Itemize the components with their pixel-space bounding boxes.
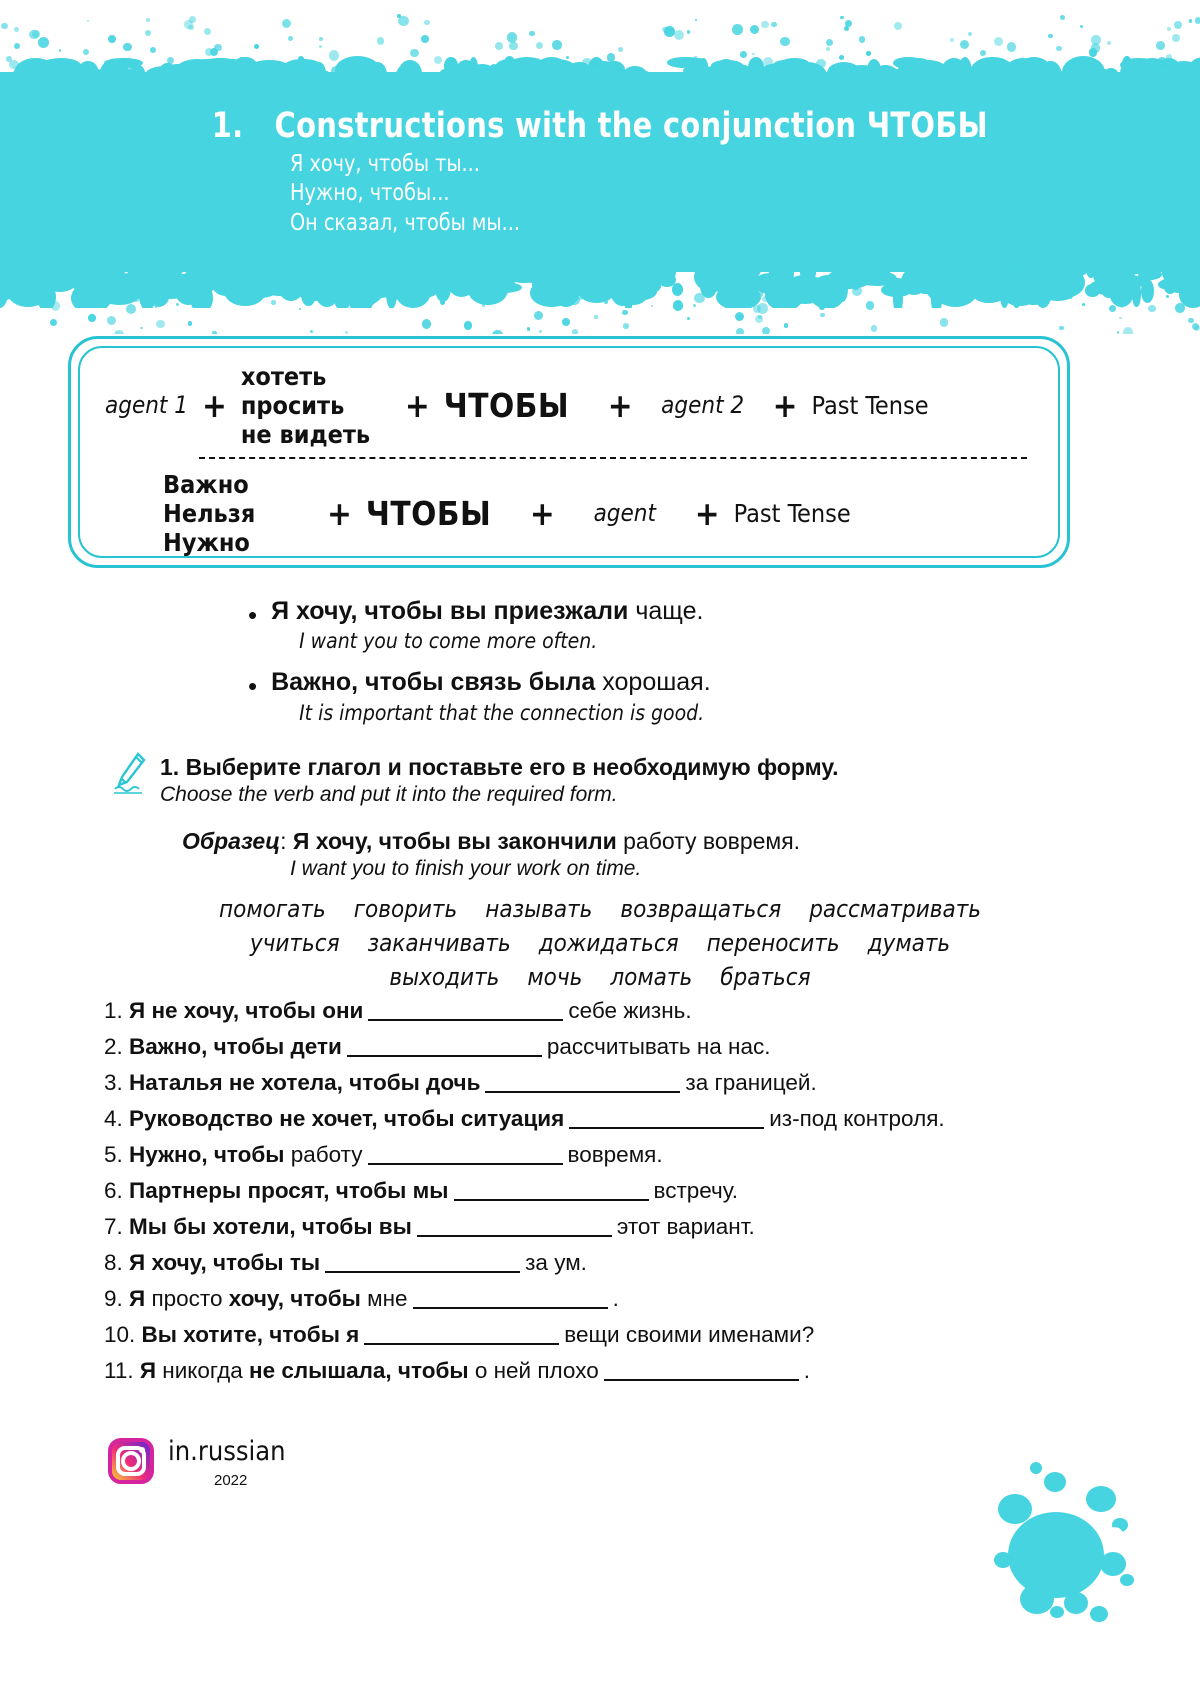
plus-sign: + bbox=[694, 493, 720, 533]
word-bank-item[interactable]: рассматривать bbox=[809, 895, 981, 923]
task-en: Choose the verb and put it into the required form. bbox=[160, 783, 618, 806]
sentence-number: 4. bbox=[104, 1106, 130, 1131]
sentence-plain: работу bbox=[284, 1142, 363, 1167]
example-ru-bold: Важно, чтобы связь была bbox=[271, 668, 596, 697]
example-en: I want you to come more often. bbox=[299, 629, 598, 654]
word-bank-row bbox=[100, 960, 1100, 994]
sentence-bold: Наталья не хотела, чтобы дочь bbox=[129, 1070, 481, 1095]
formula-modal: Нужно bbox=[163, 527, 250, 557]
sentence-plain: себе жизнь. bbox=[568, 998, 692, 1023]
word-bank-item[interactable]: помогать bbox=[219, 895, 326, 923]
formula-verb: не видеть bbox=[240, 419, 371, 449]
sentence-plain: за границей. bbox=[685, 1070, 817, 1095]
sentence-number: 10. bbox=[104, 1322, 142, 1347]
instagram-icon[interactable] bbox=[108, 1438, 154, 1484]
sentence-bold: Я bbox=[129, 1286, 146, 1311]
sentence-plain: о ней плохо bbox=[468, 1358, 599, 1383]
word-bank-item[interactable]: переносить bbox=[706, 929, 840, 958]
paint-spray-bottom bbox=[0, 262, 1200, 308]
subtitle-line: Я хочу, чтобы ты... bbox=[290, 150, 480, 177]
word-bank-item[interactable]: возвращаться bbox=[620, 895, 782, 923]
sentence-plain: встречу. bbox=[653, 1178, 739, 1203]
plus-sign: + bbox=[404, 385, 430, 425]
answer-blank[interactable] bbox=[454, 1180, 649, 1201]
sentence-bold: Партнеры просят, чтобы мы bbox=[129, 1178, 449, 1203]
formula-modal: Нельзя bbox=[163, 498, 256, 528]
word-bank-item[interactable]: говорить bbox=[353, 895, 458, 923]
word-bank-item[interactable]: мочь bbox=[527, 963, 583, 992]
sentence-bold: Нужно, чтобы bbox=[129, 1142, 285, 1167]
page-number: 3 bbox=[1105, 1521, 1124, 1559]
plus-sign: + bbox=[529, 493, 555, 533]
sentence-number: 8. bbox=[104, 1250, 130, 1275]
example-ru bbox=[271, 668, 711, 696]
paint-dots-top bbox=[0, 14, 1200, 74]
word-bank-item[interactable]: дожидаться bbox=[538, 929, 679, 958]
sentence-plain: за ум. bbox=[525, 1250, 587, 1275]
example-ru-bold: Я хочу, чтобы вы приезжали bbox=[271, 597, 629, 625]
sentence-bold: Я хочу, чтобы ты bbox=[129, 1250, 321, 1275]
pencil-icon bbox=[112, 752, 152, 796]
plus-sign: + bbox=[607, 385, 633, 425]
exercise-sentence bbox=[104, 1000, 1134, 1023]
exercise-sentence bbox=[104, 1252, 1134, 1275]
sample-en: I want you to finish your work on time. bbox=[290, 857, 642, 880]
answer-blank[interactable] bbox=[413, 1288, 608, 1309]
task-ru bbox=[160, 754, 838, 781]
exercise-sentence bbox=[104, 1360, 1134, 1383]
sample-ru-bold: Я хочу, чтобы вы закончили bbox=[292, 828, 617, 854]
sentence-plain: . bbox=[803, 1358, 810, 1383]
sentence-number: 11. bbox=[104, 1358, 140, 1383]
formula-row-1 bbox=[105, 361, 1035, 449]
exercise-sentence bbox=[104, 1144, 1134, 1167]
page-title-number: 1. bbox=[211, 105, 244, 146]
sentence-number: 1. bbox=[104, 998, 130, 1023]
footer-year: 2022 bbox=[214, 1472, 248, 1489]
formula-divider bbox=[199, 457, 1027, 459]
sentence-plain: вовремя. bbox=[567, 1142, 663, 1167]
word-bank-item[interactable]: заканчивать bbox=[367, 929, 511, 958]
sentence-bold: хочу, чтобы bbox=[228, 1286, 361, 1311]
answer-blank[interactable] bbox=[569, 1108, 764, 1129]
subtitle-line: Нужно, чтобы... bbox=[290, 180, 450, 207]
answer-blank[interactable] bbox=[364, 1324, 559, 1345]
word-bank-item[interactable]: называть bbox=[485, 895, 593, 923]
word-bank-item[interactable]: ломать bbox=[610, 963, 693, 992]
sentence-plain: . bbox=[612, 1286, 619, 1311]
header-banner bbox=[0, 72, 1200, 272]
answer-blank[interactable] bbox=[368, 1144, 563, 1165]
formula-agent1: agent 1 bbox=[105, 391, 188, 419]
formula-box bbox=[68, 336, 1070, 568]
word-bank-item[interactable]: думать bbox=[867, 929, 951, 958]
sentence-plain: просто bbox=[145, 1286, 229, 1311]
exercise-sentence bbox=[104, 1288, 1134, 1311]
sentence-bold: не слышала, чтобы bbox=[248, 1358, 469, 1383]
formula-row-2 bbox=[105, 469, 1035, 557]
sentence-bold: Мы бы хотели, чтобы вы bbox=[129, 1214, 412, 1239]
bullet-icon: • bbox=[248, 671, 258, 702]
sentence-bold: Я bbox=[139, 1358, 157, 1383]
example-en: It is important that the connection is good. bbox=[299, 700, 705, 725]
formula-verb-stack bbox=[241, 362, 391, 449]
page-title-text: Constructions with the conjunction ЧТОБЫ bbox=[274, 105, 989, 146]
exercise-sentence bbox=[104, 1036, 1134, 1059]
sample-ru-rest: работу вовремя. bbox=[616, 828, 801, 854]
sample-colon: : bbox=[280, 828, 293, 854]
sentence-number: 6. bbox=[104, 1178, 130, 1203]
answer-blank[interactable] bbox=[485, 1072, 680, 1093]
plus-sign: + bbox=[201, 385, 227, 425]
subtitle-line: Он сказал, чтобы мы... bbox=[290, 209, 520, 236]
exercise-sentence bbox=[104, 1216, 1134, 1239]
sentence-plain: этот вариант. bbox=[616, 1214, 755, 1239]
sentence-number: 9. bbox=[104, 1286, 130, 1311]
formula-conjunction: ЧТОБЫ bbox=[443, 385, 570, 425]
word-bank-item[interactable]: учиться bbox=[249, 929, 340, 958]
sentence-plain: вещи своими именами? bbox=[564, 1322, 815, 1347]
formula-agent: agent bbox=[593, 499, 656, 527]
example-item bbox=[248, 596, 1008, 653]
word-bank-item[interactable]: выходить bbox=[389, 963, 500, 992]
plus-sign: + bbox=[772, 385, 798, 425]
exercise-sentence bbox=[104, 1072, 1134, 1095]
sentence-plain: никогда bbox=[156, 1358, 249, 1383]
word-bank-item[interactable]: браться bbox=[720, 963, 811, 992]
word-bank-row bbox=[100, 892, 1100, 926]
exercise-sentence bbox=[104, 1108, 1134, 1131]
page-title bbox=[212, 106, 988, 146]
answer-blank[interactable] bbox=[368, 1000, 563, 1021]
sentence-bold: Вы хотите, чтобы я bbox=[141, 1322, 360, 1347]
answer-blank[interactable] bbox=[604, 1360, 799, 1381]
example-ru-rest: хорошая. bbox=[595, 668, 711, 697]
formula-verb: хотеть bbox=[240, 361, 327, 391]
exercise-sentence bbox=[104, 1180, 1134, 1203]
bullet-icon: • bbox=[248, 600, 258, 630]
word-bank bbox=[100, 892, 1100, 994]
example-ru-rest: чаще. bbox=[628, 597, 704, 625]
sample-block bbox=[182, 828, 1062, 881]
sample-ru bbox=[182, 828, 1062, 855]
formula-conjunction: ЧТОБЫ bbox=[365, 493, 492, 533]
task-ru-text: Выберите глагол и поставьте его в необходимую форму. bbox=[185, 754, 839, 780]
sentence-number: 7. bbox=[104, 1214, 130, 1239]
example-item bbox=[248, 667, 1008, 724]
formula-modal: Важно bbox=[163, 469, 249, 499]
sentence-bold: Руководство не хочет, чтобы ситуация bbox=[129, 1106, 565, 1131]
answer-blank[interactable] bbox=[347, 1036, 542, 1057]
formula-modal-stack bbox=[163, 470, 313, 557]
sentence-plain: рассчитывать на нас. bbox=[546, 1034, 771, 1059]
sentence-number: 3. bbox=[104, 1070, 130, 1095]
answer-blank[interactable] bbox=[417, 1216, 612, 1237]
example-ru bbox=[271, 597, 703, 625]
sentence-bold: Я не хочу, чтобы они bbox=[129, 998, 364, 1023]
formula-past-tense: Past Tense bbox=[811, 390, 929, 420]
exercise-sentences bbox=[104, 1000, 1134, 1396]
task-number: 1. bbox=[160, 754, 180, 780]
sentence-bold: Важно, чтобы дети bbox=[129, 1034, 342, 1059]
plus-sign: + bbox=[327, 493, 352, 533]
footer bbox=[108, 1438, 286, 1489]
examples-list bbox=[248, 596, 1008, 739]
sentence-plain: мне bbox=[360, 1286, 408, 1311]
sentence-number: 5. bbox=[104, 1142, 130, 1167]
sentence-number: 2. bbox=[104, 1034, 130, 1059]
exercise-sentence bbox=[104, 1324, 1134, 1347]
sample-label: Образец bbox=[182, 828, 281, 854]
header-subtitle bbox=[290, 150, 727, 238]
word-bank-row bbox=[100, 926, 1100, 960]
formula-past-tense: Past Tense bbox=[733, 498, 851, 528]
formula-verb: просить bbox=[240, 390, 345, 420]
answer-blank[interactable] bbox=[325, 1252, 520, 1273]
instagram-handle: in.russian bbox=[168, 1436, 286, 1467]
sentence-plain: из-под контроля. bbox=[769, 1106, 945, 1131]
formula-agent2: agent 2 bbox=[661, 391, 745, 419]
task-instruction bbox=[112, 752, 1012, 807]
